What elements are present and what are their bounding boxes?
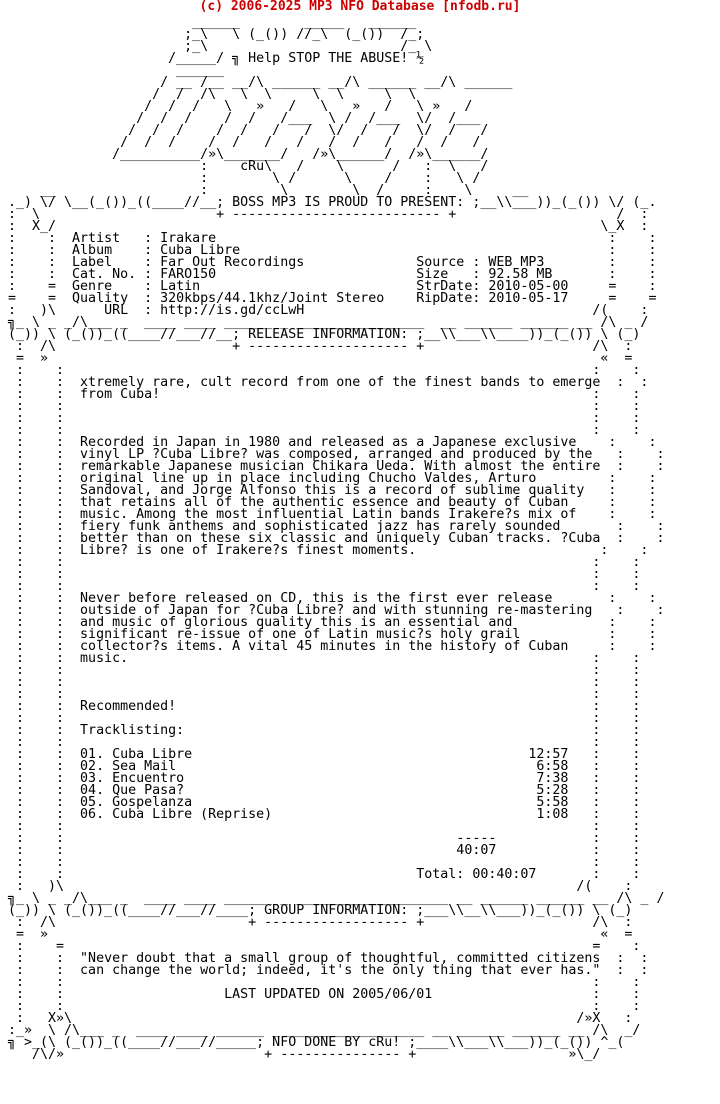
nfo-line: / / / \ » / \ » / \ » / [0, 99, 473, 114]
nfo-line: (_)) \ (_())_((____//___//____; GROUP INFORMATION: ;___\\__\\___))_(_()) \ (_) [0, 903, 633, 918]
nfo-line: : X»\ /»X : [0, 1011, 633, 1026]
nfo-line: : : : : [0, 423, 641, 438]
nfo-line: : X_/ \_X : [0, 219, 649, 234]
nfo-line: : : vinyl LP ?Cuba Libre? was composed, arranged and produced by the : : [0, 447, 665, 462]
nfo-line: : : : : [0, 999, 641, 1014]
nfo-line: : : remarkable Japanese musician Chikara Ueda. With almost the entire : : [0, 459, 665, 474]
nfo-line: / / / / / / / \/ / / \/ / / [0, 123, 489, 138]
nfo-line: : : Never before released on CD, this is the first ever release : : [0, 591, 657, 606]
nfo-line: : : collector?s items. A vital 45 minutes in the history of Cuban : : [0, 639, 657, 654]
nfo-line: / / / / / / / / / / / / / [0, 135, 481, 150]
nfo-line: : : LAST UPDATED ON 2005/06/01 : : [0, 987, 641, 1002]
nfo-line: : : 06. Cuba Libre (Reprise) 1:08 : : [0, 807, 641, 822]
nfo-line: : : 02. Sea Mail 6:58 : : [0, 759, 641, 774]
nfo-line: : )\ URL : http://is.gd/ccLwH /( : [0, 303, 649, 318]
nfo-line: __ : \ \ / : \ __ [0, 183, 529, 198]
nfo-line: : : : : [0, 579, 641, 594]
nfo-line: : : : : [0, 687, 641, 702]
nfo-line: : : : : [0, 399, 641, 414]
nfo-line: : : : : [0, 663, 641, 678]
nfo-line: : = = : [0, 939, 641, 954]
nfo-line: : : xtremely rare, cult record from one of the finest bands to emerge : : [0, 375, 649, 390]
nfo-line: : : : : [0, 555, 641, 570]
nfo-line: : : ----- : : [0, 831, 641, 846]
nfo-line: : \ + -------------------------- + / : [0, 207, 649, 222]
nfo-line: : : 01. Cuba Libre 12:57 : : [0, 747, 641, 762]
site-header: (c) 2006-2025 MP3 NFO Database [nfodb.ru] [199, 0, 521, 14]
nfo-line: : : Total: 00:40:07 : : [0, 867, 641, 882]
nfo-line: = = Quality : 320kbps/44.1khz/Joint Stereo RipDate: 2010-05-17 = = [0, 291, 657, 306]
nfo-line: : : : : [0, 567, 641, 582]
nfo-line: /\/» + --------------- + »\_/ [0, 1047, 601, 1062]
nfo-line: : : 03. Encuentro 7:38 : : [0, 771, 641, 786]
nfo-line: : : original line up in place including Chucho Valdes, Arturo : : [0, 471, 657, 486]
nfo-line: : : : : [0, 711, 641, 726]
nfo-line: : : : : [0, 411, 641, 426]
nfo-line: ;_\ /_ \ [0, 39, 433, 54]
nfo-line: : : Cat. No. : FARO150 Size : 92.58 MB : : [0, 267, 657, 282]
nfo-line: : : and music of glorious quality this is an essential and : : [0, 615, 657, 630]
nfo-line: (_)) \ (_())_((____//___//__; RELEASE INFORMATION: ;__\\___\\____))_(_()) \ (_) [0, 327, 641, 342]
nfo-line: /_____/ ╗ Help STOP THE ABUSE! ½ [0, 51, 425, 66]
nfo-line: : : outside of Japan for ?Cuba Libre? and with stunning re-mastering : : [0, 603, 665, 618]
nfo-line: : : music. : : [0, 651, 641, 666]
nfo-line: = » « = [0, 351, 633, 366]
nfo-line: : : Sandoval, and Jorge Alfonso this is a record of sublime quality : : [0, 483, 657, 498]
nfo-line: : = Genre : Latin StrDate: 2010-05-00 = : [0, 279, 657, 294]
nfo-line: / / /\ \ \ \ \ \ \ [0, 87, 417, 102]
nfo-line: : : : : [0, 855, 641, 870]
nfo-line: ╗_ \ _ _/\___ _ ____ ____ ______ _ ________________ __ ______ ______ __ /\ _ / [0, 315, 649, 330]
nfo-line: : : Album : Cuba Libre : : [0, 243, 657, 258]
nfo-line: ______ _____ ______ [0, 15, 417, 30]
nfo-line: : : Libre? is one of Irakere?s finest moments. : : [0, 543, 649, 558]
nfo-line: : : Tracklisting: : : [0, 723, 641, 738]
nfo-line: : )\ /( : [0, 879, 633, 894]
nfo-line: : : Artist : Irakare : : [0, 231, 657, 246]
nfo-line: : : from Cuba! : : [0, 387, 641, 402]
nfo-line: : : "Never doubt that a small group of thoughtful, committed citizens : : [0, 951, 649, 966]
nfo-line: ╗_ \ _ _/\___ _ ____ ____ ______ _ ___________________ __ ______ ______ __ /\ _ / [0, 891, 665, 906]
nfo-line: : cRu\ / \ / : \ / [0, 159, 489, 174]
nfo-line: : : 05. Gospelanza 5:58 : : [0, 795, 641, 810]
nfo-line: : : 40:07 : : [0, 843, 641, 858]
nfo-line: : : : : [0, 735, 641, 750]
nfo-line: : : Label : Far Out Recordings Source : WEB MP3 : : [0, 255, 657, 270]
nfo-line: : : can change the world; indeed, it's the only thing that ever has." : : [0, 963, 649, 978]
nfo-line: : /\ + -------------------- + /\ : [0, 339, 633, 354]
nfo-line: : : significant re-issue of one of Latin music?s holy grail : : [0, 627, 657, 642]
nfo-line: : \ / \ / : \ / [0, 171, 481, 186]
nfo-line: ;_\ \ (_()) //_\ (_()) /_; [0, 27, 425, 42]
nfo-line: : : : : [0, 975, 641, 990]
nfo-line: : : fiery funk anthems and sophisticated jazz has rarely sounded : : [0, 519, 665, 534]
nfo-line: : : : : [0, 675, 641, 690]
nfo-line: : : : : [0, 363, 641, 378]
nfo-line: : : Recommended! : : [0, 699, 641, 714]
nfo-line: ______ [0, 63, 225, 78]
nfo-line: : : music. Among the most influential Latin bands Irakere?s mix of : : [0, 507, 657, 522]
nfo-line: = » « = [0, 927, 633, 942]
nfo-line: :_» \ /\___ _ ____ ____ ______ _ _________________ __ ______ ______ __ /\ _/ [0, 1023, 641, 1038]
nfo-line: ╗ >_(\ (_())_((____//___//_____; NFO DONE BY cRu! ;____\\___\\___))_(_()) ^_( [0, 1035, 625, 1050]
nfo-line: : : Recorded in Japan in 1980 and released as a Japanese exclusive : : [0, 435, 657, 450]
nfo-line: : : better than on these six classic and uniquely Cuban tracks. ?Cuba : : [0, 531, 665, 546]
nfo-line: /__________/»\_______/ /»\______/ /»\______/ [0, 147, 489, 162]
nfo-line: : : : : [0, 819, 641, 834]
nfo-line: ._) \/ \__(_())_((____//__; BOSS MP3 IS PROUD TO PRESENT: ;__\\___))_(_()) \/ (_. [0, 195, 657, 210]
nfo-line: / / / / / /___ \ / /___ \/ /___ [0, 111, 481, 126]
nfo-line: : /\ + ------------------ + /\ : [0, 915, 633, 930]
nfo-line: / __ /__ __/\ ______ __/\ ______ __/\ ______ [0, 75, 513, 90]
nfo-line: : : 04. Que Pasa? 5:28 : : [0, 783, 641, 798]
nfo-line: : : that retains all of the authentic essence and beauty of Cuban : : [0, 495, 657, 510]
